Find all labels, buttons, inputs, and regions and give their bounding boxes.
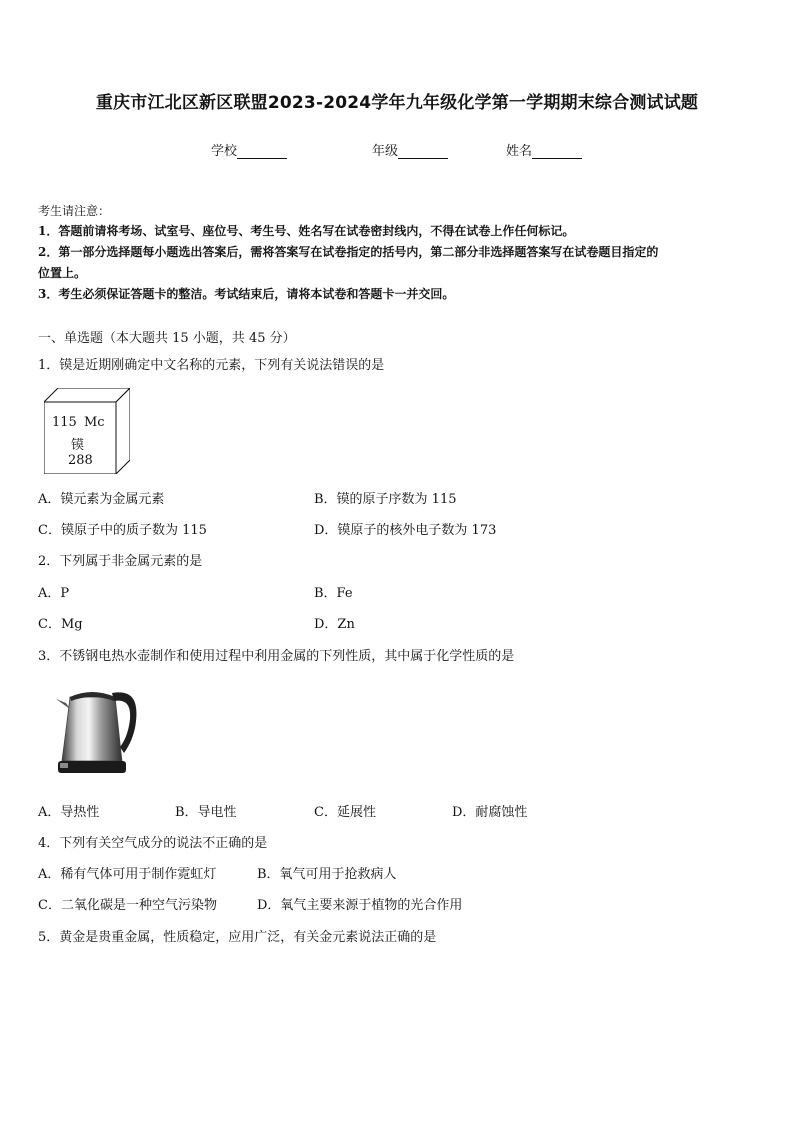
q3-option-a: A．导热性 <box>38 805 100 820</box>
grade-blank <box>398 145 448 159</box>
notice-item-2: 2．第一部分选择题每小题选出答案后，需将答案写在试卷指定的括号内，第二部分非选择题答案写在试卷题目指定的 <box>38 245 659 259</box>
notice-item-2-cont: 位置上。 <box>38 266 87 280</box>
school-blank <box>237 145 287 159</box>
question-1-stem: 1．镆是近期刚确定中文名称的元素，下列有关说法错误的是 <box>38 358 385 373</box>
name-field <box>506 140 582 159</box>
kettle-icon <box>52 683 144 779</box>
q1-option-a: A．镆元素为金属元素 <box>38 492 165 507</box>
element-number: 115 <box>52 415 77 430</box>
q3-option-c: C．延展性 <box>314 805 376 820</box>
name-label: 姓名 <box>506 144 533 159</box>
q1-option-d: D．镆原子的核外电子数为 173 <box>314 523 497 538</box>
name-blank <box>532 145 582 159</box>
grade-label: 年级 <box>372 144 399 159</box>
q3-option-b: B．导电性 <box>175 805 237 820</box>
element-name: 镆 <box>71 438 85 453</box>
notice-item-3: 3．考生必须保证答题卡的整洁。考试结束后，请将本试卷和答题卡一并交回。 <box>38 287 455 301</box>
element-symbol: Mc <box>84 415 105 430</box>
page-title: 重庆市江北区新区联盟2023-2024学年九年级化学第一学期期末综合测试试题 <box>95 93 699 113</box>
q4-option-c: C．二氧化碳是一种空气污染物 <box>38 898 217 913</box>
notice-item-1: 1．答题前请将考场、试室号、座位号、考生号、姓名写在试卷密封线内，不得在试卷上作任何标记。 <box>38 224 575 238</box>
q2-option-d: D．Zn <box>314 617 355 632</box>
q2-option-b: B．Fe <box>314 586 353 601</box>
section-title: 一、单选题（本大题共 15 小题，共 45 分） <box>38 331 296 346</box>
element-card <box>44 388 130 474</box>
q4-option-a: A．稀有气体可用于制作霓虹灯 <box>38 867 217 882</box>
question-3-stem: 3．不锈钢电热水壶制作和使用过程中利用金属的下列性质，其中属于化学性质的是 <box>38 649 515 664</box>
question-2-stem: 2．下列属于非金属元素的是 <box>38 554 203 569</box>
q1-option-c: C．镆原子中的质子数为 115 <box>38 523 207 538</box>
school-label: 学校 <box>211 144 238 159</box>
q2-option-a: A．P <box>38 586 70 601</box>
question-5-stem: 5．黄金是贵重金属，性质稳定，应用广泛，有关金元素说法正确的是 <box>38 930 437 945</box>
q1-option-b: B．镆的原子序数为 115 <box>314 492 457 507</box>
school-field <box>211 140 287 159</box>
q4-option-b: B．氧气可用于抢救病人 <box>257 867 397 882</box>
element-mass: 288 <box>68 453 93 468</box>
notice-heading: 考生请注意： <box>38 204 111 218</box>
grade-field <box>372 140 448 159</box>
question-4-stem: 4．下列有关空气成分的说法不正确的是 <box>38 836 268 851</box>
kettle-image <box>52 683 144 779</box>
q3-option-d: D．耐腐蚀性 <box>452 805 528 820</box>
q2-option-c: C．Mg <box>38 617 83 632</box>
q4-option-d: D．氧气主要来源于植物的光合作用 <box>257 898 463 913</box>
